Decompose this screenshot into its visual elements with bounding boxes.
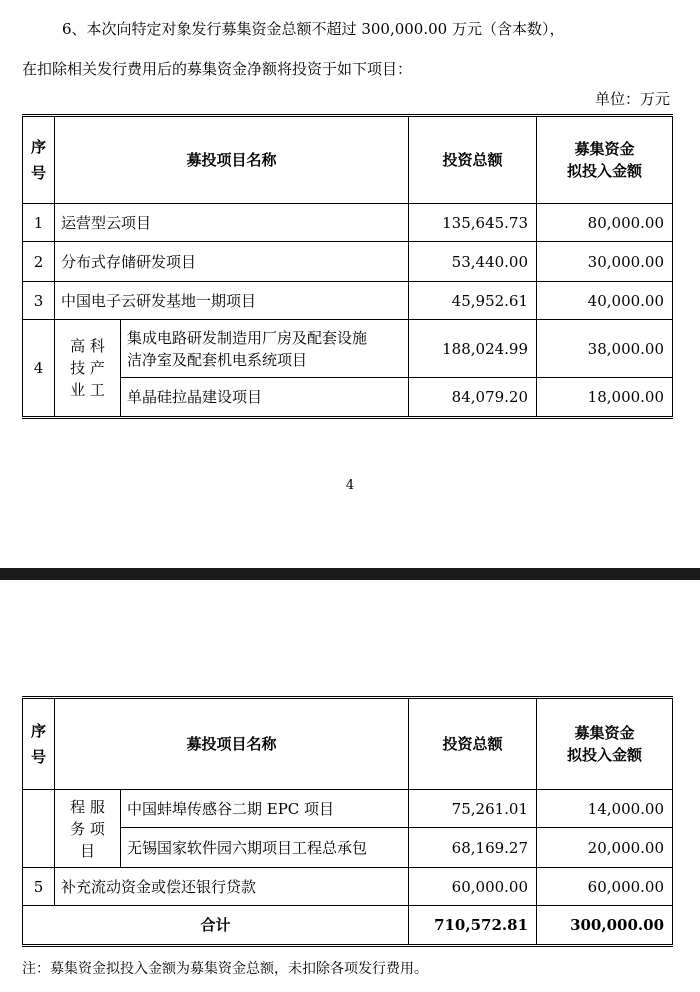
header-raise-line2: 拟投入金额 bbox=[567, 746, 643, 764]
header-raise-amount bbox=[537, 116, 673, 204]
total-raise: 300,000.00 bbox=[537, 906, 673, 946]
project-name-line2: 洁净室及配套机电系统项目 bbox=[127, 350, 308, 369]
row-category bbox=[55, 320, 121, 418]
table-header-row bbox=[23, 698, 673, 790]
header-seq-line1: 序 bbox=[30, 722, 46, 740]
row-total: 188,024.99 bbox=[409, 320, 537, 378]
project-name-line1: 集成电路研发制造用厂房及配套设施 bbox=[127, 328, 368, 347]
header-seq-line2: 号 bbox=[30, 748, 46, 766]
row-seq: 4 bbox=[23, 320, 55, 418]
row-raise: 60,000.00 bbox=[537, 868, 673, 906]
header-project-name: 募投项目名称 bbox=[55, 116, 409, 204]
header-raise-line1: 募集资金 bbox=[574, 140, 635, 158]
header-total-investment: 投资总额 bbox=[409, 698, 537, 790]
row-raise: 20,000.00 bbox=[537, 828, 673, 868]
header-seq-line1: 序 bbox=[30, 138, 46, 156]
table-header-row bbox=[23, 116, 673, 204]
table-row bbox=[23, 828, 673, 868]
row-project-name: 无锡国家软件园六期项目工程总承包 bbox=[121, 828, 409, 868]
header-seq bbox=[23, 116, 55, 204]
table-row bbox=[23, 204, 673, 242]
header-project-name: 募投项目名称 bbox=[55, 698, 409, 790]
row-total: 60,000.00 bbox=[409, 868, 537, 906]
category-line: 高 科 bbox=[70, 337, 105, 355]
row-project-name: 中国电子云研发基地一期项目 bbox=[55, 282, 409, 320]
header-seq bbox=[23, 698, 55, 790]
header-raise-amount bbox=[537, 698, 673, 790]
document-page-2 bbox=[0, 580, 700, 992]
row-total: 135,645.73 bbox=[409, 204, 537, 242]
page-number: 4 bbox=[345, 478, 355, 493]
total-row bbox=[23, 906, 673, 946]
row-project-name: 单晶硅拉晶建设项目 bbox=[121, 378, 409, 418]
header-seq-line2: 号 bbox=[30, 164, 46, 182]
footnote: 注：募集资金拟投入金额为募集资金总额，未扣除各项发行费用。 bbox=[22, 961, 428, 977]
unit-label: 单位：万元 bbox=[594, 90, 670, 108]
category-line: 业 工 bbox=[70, 381, 105, 399]
row-seq: 1 bbox=[23, 204, 55, 242]
row-total: 84,079.20 bbox=[409, 378, 537, 418]
row-project-name: 分布式存储研发项目 bbox=[55, 242, 409, 282]
row-total: 45,952.61 bbox=[409, 282, 537, 320]
row-seq: 2 bbox=[23, 242, 55, 282]
row-seq bbox=[23, 790, 55, 868]
category-line: 技 产 bbox=[70, 359, 105, 377]
investment-table-part1 bbox=[22, 114, 673, 419]
total-label: 合计 bbox=[23, 906, 409, 946]
category-line: 目 bbox=[79, 841, 95, 860]
table-row bbox=[23, 282, 673, 320]
header-raise-line2: 拟投入金额 bbox=[567, 162, 643, 180]
row-project-name: 补充流动资金或偿还银行贷款 bbox=[55, 868, 409, 906]
intro-paragraph-line2: 在扣除相关发行费用后的募集资金净额将投资于如下项目： bbox=[22, 60, 413, 78]
header-total-investment: 投资总额 bbox=[409, 116, 537, 204]
row-total: 68,169.27 bbox=[409, 828, 537, 868]
row-total: 75,261.01 bbox=[409, 790, 537, 828]
intro-paragraph-line1: 6、本次向特定对象发行募集资金总额不超过 300,000.00 万元（含本数）， bbox=[62, 20, 565, 38]
row-category bbox=[55, 790, 121, 868]
investment-table-part2 bbox=[22, 696, 673, 947]
row-raise: 18,000.00 bbox=[537, 378, 673, 418]
header-raise-line1: 募集资金 bbox=[574, 724, 635, 742]
row-seq: 5 bbox=[23, 868, 55, 906]
row-project-name: 运营型云项目 bbox=[55, 204, 409, 242]
row-total: 53,440.00 bbox=[409, 242, 537, 282]
row-raise: 30,000.00 bbox=[537, 242, 673, 282]
table-row bbox=[23, 868, 673, 906]
category-line: 务 项 bbox=[70, 819, 105, 838]
table-row bbox=[23, 790, 673, 828]
row-raise: 38,000.00 bbox=[537, 320, 673, 378]
row-raise: 80,000.00 bbox=[537, 204, 673, 242]
table-row bbox=[23, 242, 673, 282]
table-row bbox=[23, 320, 673, 378]
row-raise: 40,000.00 bbox=[537, 282, 673, 320]
total-investment: 710,572.81 bbox=[409, 906, 537, 946]
page-separator bbox=[0, 568, 700, 580]
row-raise: 14,000.00 bbox=[537, 790, 673, 828]
row-project-name bbox=[121, 320, 409, 378]
row-seq: 3 bbox=[23, 282, 55, 320]
row-project-name: 中国蚌埠传感谷二期 EPC 项目 bbox=[121, 790, 409, 828]
table-row bbox=[23, 378, 673, 418]
category-line: 程 服 bbox=[70, 797, 105, 816]
